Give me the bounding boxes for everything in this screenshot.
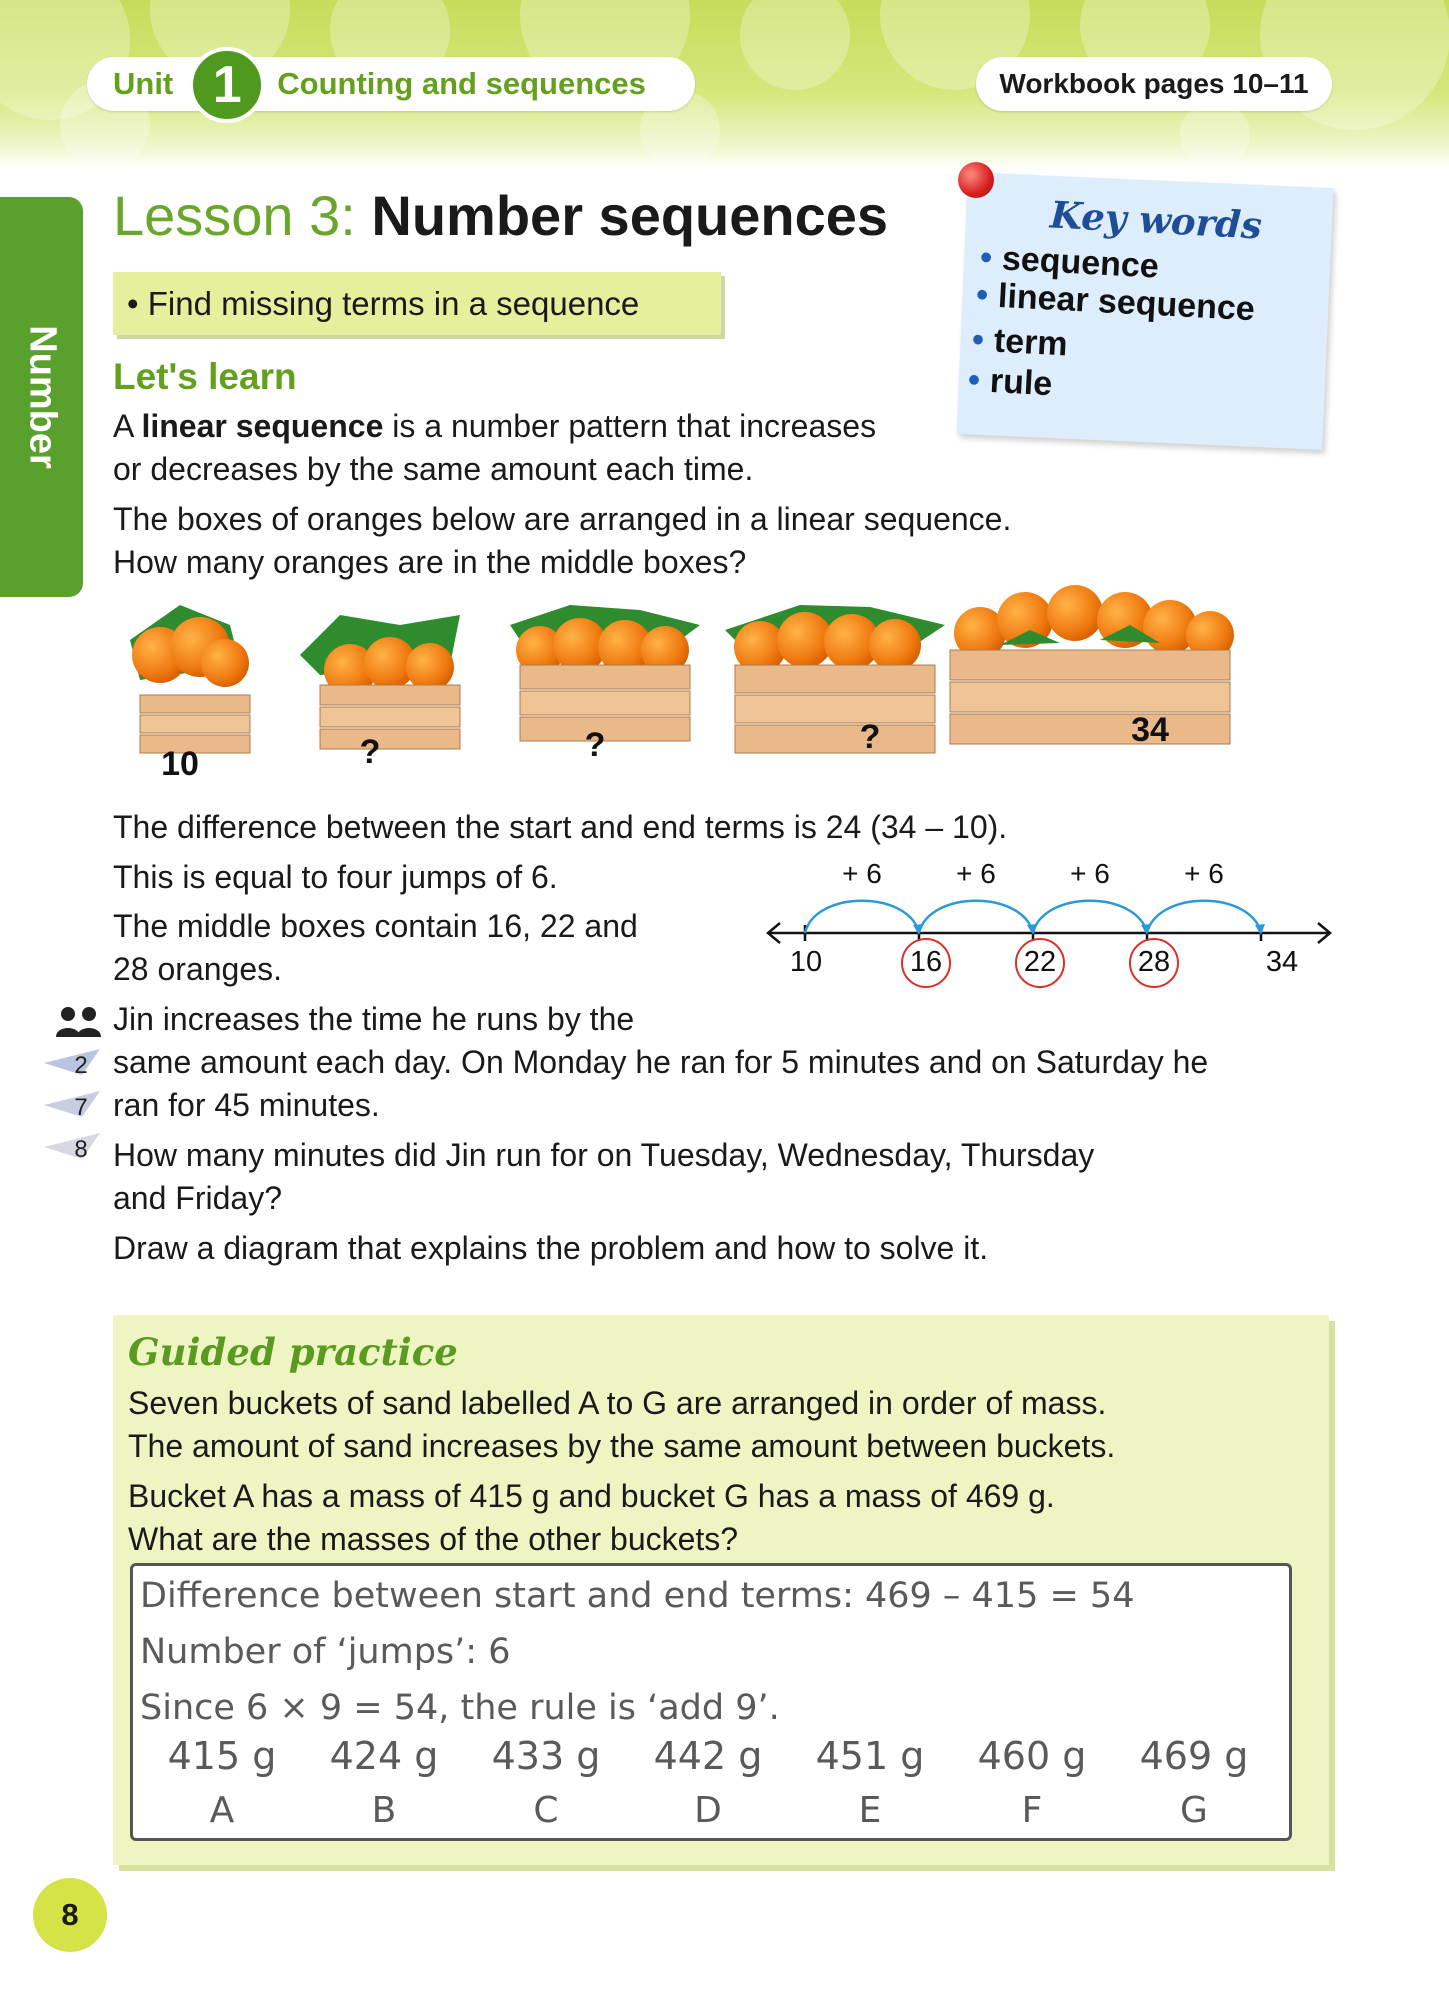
lets-learn-heading: Let's learn [113, 356, 297, 397]
explanation-line-3: The middle boxes contain 16, 22 and [113, 908, 638, 944]
bucket-mass: 415 g [167, 1734, 277, 1778]
pair-work-icon [55, 1005, 103, 1039]
bucket-mass: 451 g [815, 1734, 925, 1778]
key-word-item: • linear sequence [975, 275, 1256, 329]
crate-q1 [300, 615, 460, 749]
bucket-mass: 460 g [977, 1734, 1087, 1778]
key-words-title: Key words [1048, 192, 1264, 248]
guided-practice-line-1: Seven buckets of sand labelled A to G are arranged in order of mass. [128, 1385, 1107, 1421]
key-word-item: • term [971, 320, 1069, 364]
pushpin-icon [958, 162, 994, 198]
problem-line-2: same amount each day. On Monday he ran for 5 minutes and on Saturday he [113, 1044, 1209, 1080]
lesson-title [113, 183, 888, 248]
problem-line-3: ran for 45 minutes. [113, 1087, 380, 1123]
bucket-label: G [1180, 1790, 1208, 1831]
bucket-mass: 433 g [491, 1734, 601, 1778]
unit-number-badge: 1 [189, 47, 265, 123]
lesson-prefix: Lesson 3: [113, 184, 356, 247]
jump-label: + 6 [1070, 858, 1110, 889]
crate-label: 34 [1131, 711, 1169, 749]
guided-practice-line-2: The amount of sand increases by the same amount between buckets. [128, 1428, 1116, 1464]
para2-line-1: The boxes of oranges below are arranged in a linear sequence. [113, 501, 1012, 537]
explanation-line-4: 28 oranges. [113, 951, 283, 987]
number-line-tick-label: 22 [1023, 946, 1057, 978]
objective-text: • Find missing terms in a sequence [127, 284, 640, 322]
answer-line-2: Number of ‘jumps’: 6 [140, 1632, 511, 1672]
problem-line-6: Draw a diagram that explains the problem and how to solve it. [113, 1230, 989, 1266]
crate-label: ? [359, 733, 381, 771]
guided-practice-line-3: Bucket A has a mass of 415 g and bucket G has a mass of 469 g. [128, 1478, 1055, 1514]
answer-line-1: Difference between start and end terms: 469 – 415 = 54 [140, 1576, 1135, 1616]
number-line-tick-label: 16 [909, 946, 943, 978]
unit-title: Counting and sequences [277, 66, 646, 101]
guided-practice-title: Guided practice [128, 1330, 458, 1374]
bucket-label: C [533, 1790, 559, 1831]
jump-label: + 6 [956, 858, 996, 889]
intro-line-2: or decreases by the same amount each time. [113, 451, 754, 487]
crate-10 [130, 605, 250, 753]
workbook-pages-pill: Workbook pages 10–11 [976, 57, 1332, 111]
jump-label: + 6 [1184, 858, 1224, 889]
answer-line-3: Since 6 × 9 = 54, the rule is ‘add 9’. [140, 1688, 780, 1728]
problem-line-1: Jin increases the time he runs by the [113, 1001, 635, 1037]
side-tab [0, 197, 83, 597]
unit-word: Unit [113, 66, 174, 101]
crate-34 [950, 585, 1234, 744]
number-line-tick-label: 28 [1137, 946, 1171, 978]
crate-label: ? [584, 726, 606, 764]
crate-q2 [510, 605, 700, 741]
para2-line-2: How many oranges are in the middle boxes? [113, 544, 747, 580]
intro-line-1: A linear sequence is a number pattern that increases [113, 408, 877, 444]
jump-label: + 6 [842, 858, 882, 889]
bucket-label: E [858, 1790, 882, 1831]
crate-label: ? [859, 718, 881, 756]
objective-banner [113, 272, 721, 335]
bucket-mass: 442 g [653, 1734, 763, 1778]
page-number: 8 [33, 1878, 107, 1952]
bucket-label: A [209, 1790, 235, 1831]
guided-practice-line-4: What are the masses of the other buckets? [128, 1521, 739, 1557]
lesson-name: Number sequences [371, 184, 889, 247]
explanation-line-2: This is equal to four jumps of 6. [113, 859, 558, 895]
explanation-line-1: The difference between the start and end terms is 24 (34 – 10). [113, 809, 1008, 845]
bucket-label: F [1021, 1790, 1043, 1831]
unit-pill [87, 56, 695, 114]
side-tab-label: Number [21, 325, 63, 469]
margin-number: 7 [74, 1094, 88, 1121]
bucket-mass: 424 g [329, 1734, 439, 1778]
bucket-label: D [694, 1790, 722, 1831]
problem-line-4: How many minutes did Jin run for on Tuesday, Wednesday, Thursday [113, 1137, 1095, 1173]
crate-label: 10 [161, 745, 199, 783]
bucket-label: B [371, 1790, 397, 1831]
number-line-tick-label: 34 [1265, 946, 1299, 978]
key-word-item: • sequence [979, 238, 1160, 286]
key-word-item: • rule [967, 360, 1054, 404]
number-line-tick-label: 10 [789, 946, 823, 978]
bucket-mass: 469 g [1139, 1734, 1249, 1778]
orange-crates-illustration [100, 585, 1340, 795]
problem-line-5: and Friday? [113, 1180, 282, 1216]
margin-number: 2 [74, 1052, 88, 1079]
margin-number: 8 [74, 1136, 88, 1163]
